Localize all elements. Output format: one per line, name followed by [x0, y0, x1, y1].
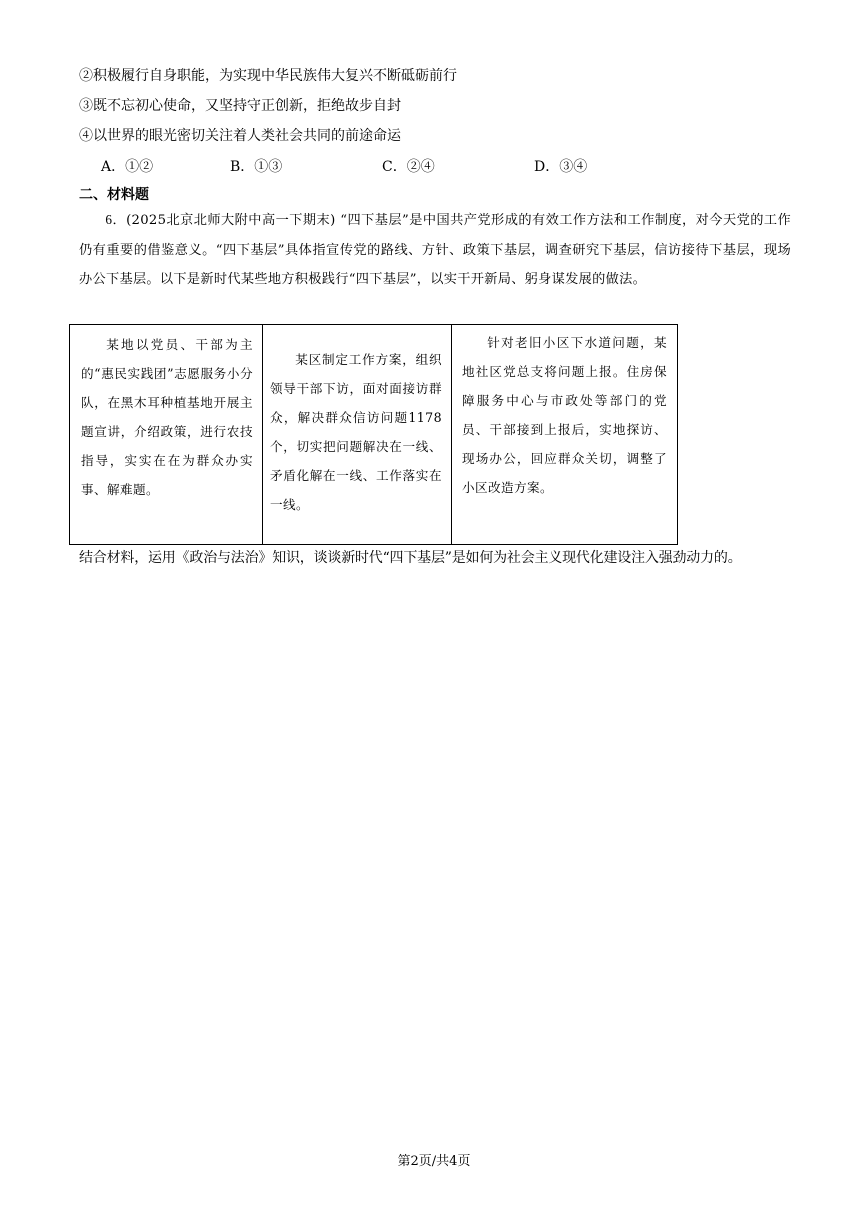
material-table — [69, 324, 678, 545]
option-a: A．①② — [101, 159, 154, 175]
case-1-text: 某地以党员、干部为主的“惠民实践团”志愿服务小分队，在黑木耳种植基地开展主题宣讲，介绍政策，进行农技指导，实实在在为群众办实事、解难题。 — [81, 337, 253, 497]
material-cell-1 — [70, 325, 263, 545]
section-title: 二、材料题 — [79, 187, 149, 203]
case-2-text: 某区制定工作方案，组织领导干部下访，面对面接访群众，解决群众信访问题1178个，切实把问题解决在一线、矛盾化解在一线、工作落实在一线。 — [270, 352, 442, 512]
question-intro — [79, 205, 791, 295]
option-b: B．①③ — [230, 159, 283, 175]
question-number: 6． — [105, 212, 127, 227]
question-source: (2025北京北师大附中高一下期末) — [126, 213, 336, 228]
material-cell-2 — [263, 325, 452, 545]
page-footer: 第2页/共4页 — [397, 1154, 471, 1169]
statement-3: ③既不忘初心使命，又坚持守正创新，拒绝故步自封 — [79, 98, 401, 114]
statement-4: ④以世界的眼光密切关注着人类社会共同的前途命运 — [79, 128, 401, 144]
option-c: C．②④ — [382, 159, 435, 175]
option-d: D．③④ — [534, 159, 588, 175]
question-intro-text: “四下基层”是中国共产党形成的有效工作方法和工作制度，对今天党的工作仍有重要的借鉴意义。“四下基层”具体指宣传党的路线、方针、政策下基层，调查研究下基层，信访接待下基层，现场办公下基层。以下是新时代某些地方积极践行“四下基层”，以实干开新局、躬身谋发展的做法。 — [79, 213, 792, 287]
statement-2: ②积极履行自身职能，为实现中华民族伟大复兴不断砥砺前行 — [79, 68, 457, 84]
case-3-text: 针对老旧小区下水道问题，某地社区党总支将问题上报。住房保障服务中心与市政处等部门的党员、干部接到上报后，实地探访、现场办公，回应群众关切，调整了小区改造方案。 — [462, 335, 667, 495]
question-prompt: 结合材料，运用《政治与法治》知识，谈谈新时代“四下基层”是如何为社会主义现代化建设注入强劲动力的。 — [79, 550, 742, 566]
material-cell-3 — [452, 325, 678, 545]
